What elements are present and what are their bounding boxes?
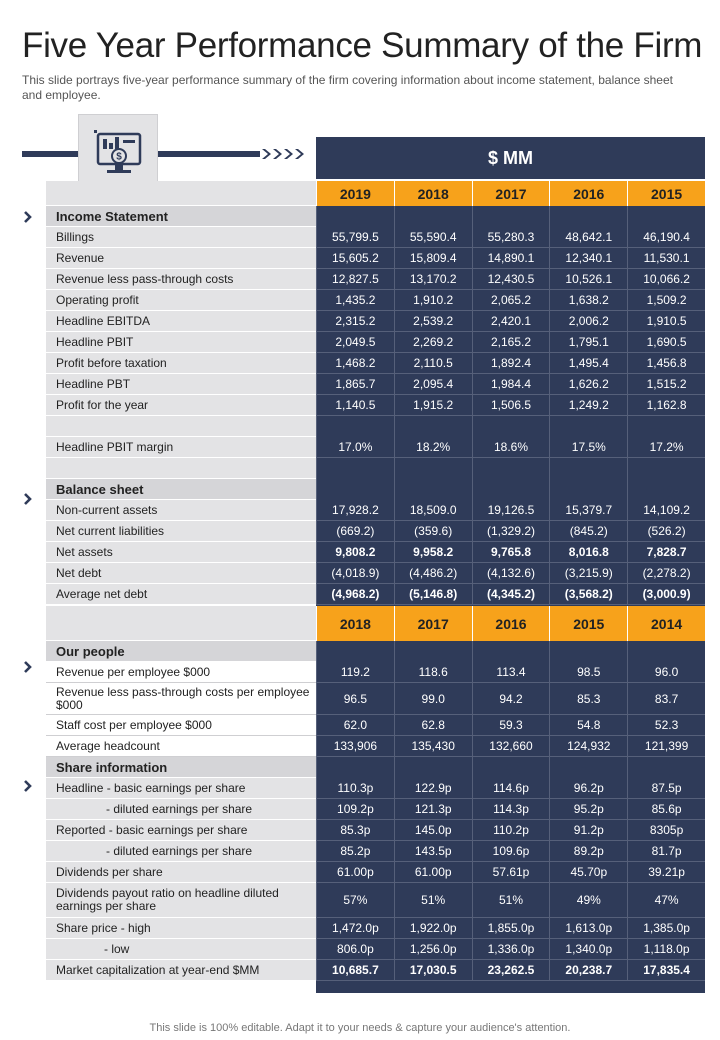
value-cell: 1,495.4 — [549, 353, 627, 374]
value-cell: 122.9p — [394, 778, 472, 799]
row-label: - diluted earnings per share — [46, 799, 316, 820]
value-cell: 124,932 — [549, 736, 627, 757]
value-cell: 15,605.2 — [316, 248, 394, 269]
table-row — [46, 227, 705, 248]
value-cell: 89.2p — [549, 841, 627, 862]
year-header-row-bottom — [46, 606, 705, 641]
value-cell — [627, 479, 705, 500]
value-cell: (4,018.9) — [316, 563, 394, 584]
finance-monitor-icon — [94, 128, 144, 182]
value-cell — [472, 757, 550, 778]
value-cell — [627, 458, 705, 479]
value-cell: 99.0 — [394, 683, 472, 715]
value-cell: 95.2p — [549, 799, 627, 820]
row-label: Revenue less pass-through costs per employee $000 — [46, 683, 316, 715]
row-label: Revenue per employee $000 — [46, 662, 316, 683]
table-row — [46, 939, 705, 960]
value-cell: 9,765.8 — [472, 542, 550, 563]
value-cell — [627, 416, 705, 437]
value-cell: 62.8 — [394, 715, 472, 736]
value-cell: 8305p — [627, 820, 705, 841]
spacer-row — [46, 416, 705, 437]
table-row — [46, 437, 705, 458]
value-cell: 17,928.2 — [316, 500, 394, 521]
value-cell: 39.21p — [627, 862, 705, 883]
value-cell: 132,660 — [472, 736, 550, 757]
value-cell: (3,215.9) — [549, 563, 627, 584]
value-cell: 2,049.5 — [316, 332, 394, 353]
row-label: Dividends per share — [46, 862, 316, 883]
value-cell: 2,006.2 — [549, 311, 627, 332]
value-cell: 48,642.1 — [549, 227, 627, 248]
table-row — [46, 883, 705, 918]
value-cell — [549, 206, 627, 227]
value-cell: (1,329.2) — [472, 521, 550, 542]
value-cell: 2,095.4 — [394, 374, 472, 395]
value-cell: (4,345.2) — [472, 584, 550, 605]
table-row — [46, 269, 705, 290]
row-label: Staff cost per employee $000 — [46, 715, 316, 736]
value-cell: 12,827.5 — [316, 269, 394, 290]
value-cell — [316, 416, 394, 437]
value-cell — [394, 458, 472, 479]
page-title: Five Year Performance Summary of the Firm — [22, 26, 703, 65]
value-cell — [316, 206, 394, 227]
year-header-spacer — [46, 606, 316, 641]
table-row — [46, 715, 705, 736]
value-cell — [394, 479, 472, 500]
value-cell — [472, 206, 550, 227]
value-cell: 51% — [394, 883, 472, 918]
value-cell: 110.3p — [316, 778, 394, 799]
spacer-row — [46, 458, 705, 479]
value-cell: 1,626.2 — [549, 374, 627, 395]
table-row — [46, 960, 705, 981]
value-cell: 2,539.2 — [394, 311, 472, 332]
chevron-right-icon — [22, 660, 34, 672]
value-cell — [627, 641, 705, 662]
value-cell: 1,506.5 — [472, 395, 550, 416]
value-cell: 10,066.2 — [627, 269, 705, 290]
year-header-cell: 2015 — [627, 181, 705, 206]
spacer-label — [46, 416, 316, 437]
table-row — [46, 778, 705, 799]
table-row — [46, 353, 705, 374]
value-cell: 94.2 — [472, 683, 550, 715]
value-cell: (4,968.2) — [316, 584, 394, 605]
footer-note: This slide is 100% editable. Adapt it to your needs & capture your audience's attention. — [149, 1022, 571, 1034]
section-share-information — [46, 757, 705, 778]
value-cell — [549, 479, 627, 500]
value-cell: 118.6 — [394, 662, 472, 683]
section-income-statement — [46, 206, 705, 227]
value-cell: 14,890.1 — [472, 248, 550, 269]
value-cell: 12,340.1 — [549, 248, 627, 269]
chevron-right-icon — [22, 210, 34, 222]
value-cell: 61.00p — [316, 862, 394, 883]
year-header-cell: 2014 — [627, 606, 705, 641]
row-label: Average net debt — [46, 584, 316, 605]
value-cell: (4,132.6) — [472, 563, 550, 584]
value-cell: 133,906 — [316, 736, 394, 757]
table-row — [46, 311, 705, 332]
value-cell: (845.2) — [549, 521, 627, 542]
value-cell: 13,170.2 — [394, 269, 472, 290]
value-cell: 109.6p — [472, 841, 550, 862]
table-row — [46, 374, 705, 395]
value-cell: 52.3 — [627, 715, 705, 736]
value-cell: 61.00p — [394, 862, 472, 883]
value-cell: 85.3 — [549, 683, 627, 715]
spacer-label — [46, 458, 316, 479]
row-label: Headline PBIT margin — [46, 437, 316, 458]
value-cell: 2,269.2 — [394, 332, 472, 353]
value-cell: 55,799.5 — [316, 227, 394, 248]
value-cell: 85.6p — [627, 799, 705, 820]
table-row — [46, 248, 705, 269]
table-row — [46, 332, 705, 353]
table-row — [46, 563, 705, 584]
value-cell: 1,613.0p — [549, 918, 627, 939]
section-our-people — [46, 641, 705, 662]
value-cell — [316, 458, 394, 479]
value-cell: 1,795.1 — [549, 332, 627, 353]
value-cell — [627, 206, 705, 227]
value-cell — [394, 757, 472, 778]
section-title: Balance sheet — [46, 479, 316, 500]
year-header-cell: 2018 — [316, 606, 394, 641]
row-label: - low — [46, 939, 316, 960]
value-cell: 1,140.5 — [316, 395, 394, 416]
value-cell: 2,165.2 — [472, 332, 550, 353]
value-cell — [394, 416, 472, 437]
value-cell: 49% — [549, 883, 627, 918]
value-cell: 806.0p — [316, 939, 394, 960]
value-cell: 85.2p — [316, 841, 394, 862]
row-label: Headline PBIT — [46, 332, 316, 353]
value-cell: (526.2) — [627, 521, 705, 542]
value-cell: 2,315.2 — [316, 311, 394, 332]
value-cell: (2,278.2) — [627, 563, 705, 584]
value-cell: 1,118.0p — [627, 939, 705, 960]
value-cell: 20,238.7 — [549, 960, 627, 981]
value-cell: (4,486.2) — [394, 563, 472, 584]
value-cell: 1,922.0p — [394, 918, 472, 939]
value-cell: 57% — [316, 883, 394, 918]
section-balance-sheet — [46, 479, 705, 500]
value-cell: 1,162.8 — [627, 395, 705, 416]
value-cell: 9,958.2 — [394, 542, 472, 563]
table-row — [46, 500, 705, 521]
row-label: Revenue less pass-through costs — [46, 269, 316, 290]
year-header-row-top — [46, 181, 705, 206]
value-cell — [627, 757, 705, 778]
row-label: Profit for the year — [46, 395, 316, 416]
value-cell: 1,984.4 — [472, 374, 550, 395]
value-cell: 11,530.1 — [627, 248, 705, 269]
value-cell: 1,509.2 — [627, 290, 705, 311]
value-cell: 17.0% — [316, 437, 394, 458]
value-cell: 83.7 — [627, 683, 705, 715]
value-cell: (3,000.9) — [627, 584, 705, 605]
value-cell: 1,855.0p — [472, 918, 550, 939]
value-cell: (3,568.2) — [549, 584, 627, 605]
value-cell — [549, 416, 627, 437]
value-cell: 98.5 — [549, 662, 627, 683]
year-header-cell: 2017 — [472, 181, 550, 206]
year-header-cell: 2015 — [549, 606, 627, 641]
table-row — [46, 395, 705, 416]
chevron-right-icon — [22, 779, 34, 791]
row-label: Headline PBT — [46, 374, 316, 395]
value-cell — [549, 458, 627, 479]
value-cell: 109.2p — [316, 799, 394, 820]
value-cell: 87.5p — [627, 778, 705, 799]
value-cell — [549, 641, 627, 662]
value-cell: 1,336.0p — [472, 939, 550, 960]
value-cell: 1,915.2 — [394, 395, 472, 416]
value-cell — [472, 641, 550, 662]
value-cell: 1,435.2 — [316, 290, 394, 311]
value-cell: 9,808.2 — [316, 542, 394, 563]
value-cell: 55,590.4 — [394, 227, 472, 248]
row-label: Net assets — [46, 542, 316, 563]
row-label: Dividends payout ratio on headline diluted earnings per share — [46, 883, 316, 918]
value-cell: 12,430.5 — [472, 269, 550, 290]
value-cell: 18.2% — [394, 437, 472, 458]
value-cell — [316, 757, 394, 778]
value-cell: 55,280.3 — [472, 227, 550, 248]
value-cell: 18.6% — [472, 437, 550, 458]
value-cell: 7,828.7 — [627, 542, 705, 563]
section-title: Share information — [46, 757, 316, 778]
value-cell: 1,472.0p — [316, 918, 394, 939]
year-header-spacer — [46, 181, 316, 206]
value-cell: 1,515.2 — [627, 374, 705, 395]
row-label: Operating profit — [46, 290, 316, 311]
value-cell: 1,865.7 — [316, 374, 394, 395]
table-row — [46, 918, 705, 939]
value-cell: 96.0 — [627, 662, 705, 683]
value-cell: 62.0 — [316, 715, 394, 736]
value-cell: 10,685.7 — [316, 960, 394, 981]
value-cell: 1,256.0p — [394, 939, 472, 960]
row-label: Market capitalization at year-end $MM — [46, 960, 316, 981]
value-cell: 121,399 — [627, 736, 705, 757]
year-header-cell: 2016 — [472, 606, 550, 641]
value-cell: 1,690.5 — [627, 332, 705, 353]
value-cell: 15,809.4 — [394, 248, 472, 269]
value-cell: 1,910.2 — [394, 290, 472, 311]
value-cell: 23,262.5 — [472, 960, 550, 981]
row-label: Reported - basic earnings per share — [46, 820, 316, 841]
row-label: Average headcount — [46, 736, 316, 757]
year-header-cell: 2018 — [394, 181, 472, 206]
value-cell: 1,910.5 — [627, 311, 705, 332]
value-cell: 17.5% — [549, 437, 627, 458]
year-header-cell: 2016 — [549, 181, 627, 206]
row-label: Billings — [46, 227, 316, 248]
value-cell: 54.8 — [549, 715, 627, 736]
value-cell: 96.2p — [549, 778, 627, 799]
value-cell: 121.3p — [394, 799, 472, 820]
value-cell — [394, 206, 472, 227]
row-label: Revenue — [46, 248, 316, 269]
value-cell — [472, 416, 550, 437]
value-cell: 51% — [472, 883, 550, 918]
value-cell: 17.2% — [627, 437, 705, 458]
value-cell: 14,109.2 — [627, 500, 705, 521]
chevron-right-icon — [22, 492, 34, 504]
table-row — [46, 736, 705, 757]
value-cell: 81.7p — [627, 841, 705, 862]
value-cell: 91.2p — [549, 820, 627, 841]
value-cell — [549, 757, 627, 778]
table-row — [46, 799, 705, 820]
row-label: Headline EBITDA — [46, 311, 316, 332]
table-row — [46, 862, 705, 883]
section-title: Our people — [46, 641, 316, 662]
value-cell: 1,340.0p — [549, 939, 627, 960]
section-title: Income Statement — [46, 206, 316, 227]
table-row — [46, 584, 705, 605]
value-cell: 10,526.1 — [549, 269, 627, 290]
value-cell: 19,126.5 — [472, 500, 550, 521]
value-cell: 15,379.7 — [549, 500, 627, 521]
value-cell: 135,430 — [394, 736, 472, 757]
value-cell: 2,420.1 — [472, 311, 550, 332]
value-cell: 1,892.4 — [472, 353, 550, 374]
page-subtitle: This slide portrays five-year performance summary of the firm covering information about income statement, balance sheet and employee. — [22, 73, 673, 102]
row-label: - diluted earnings per share — [46, 841, 316, 862]
value-cell: (5,146.8) — [394, 584, 472, 605]
value-cell: 17,835.4 — [627, 960, 705, 981]
table-row — [46, 683, 705, 715]
value-cell: 114.6p — [472, 778, 550, 799]
value-cell: 1,249.2 — [549, 395, 627, 416]
year-header-cell: 2019 — [316, 181, 394, 206]
value-cell: 8,016.8 — [549, 542, 627, 563]
value-cell: 1,638.2 — [549, 290, 627, 311]
value-cell: 2,110.5 — [394, 353, 472, 374]
value-cell: 110.2p — [472, 820, 550, 841]
value-cell: 2,065.2 — [472, 290, 550, 311]
value-cell: 59.3 — [472, 715, 550, 736]
value-cell: 57.61p — [472, 862, 550, 883]
value-cell: 96.5 — [316, 683, 394, 715]
value-cell: 17,030.5 — [394, 960, 472, 981]
value-cell: 1,385.0p — [627, 918, 705, 939]
arrow-chevrons-icon — [262, 145, 314, 163]
row-label: Net debt — [46, 563, 316, 584]
value-cell — [316, 641, 394, 662]
value-cell: 145.0p — [394, 820, 472, 841]
row-label: Profit before taxation — [46, 353, 316, 374]
value-cell — [472, 479, 550, 500]
value-cell: 1,456.8 — [627, 353, 705, 374]
value-cell — [394, 641, 472, 662]
svg-text:$: $ — [116, 151, 122, 163]
value-cell: 119.2 — [316, 662, 394, 683]
value-cell: 45.70p — [549, 862, 627, 883]
value-cell: (359.6) — [394, 521, 472, 542]
value-cell: 113.4 — [472, 662, 550, 683]
value-cell: 143.5p — [394, 841, 472, 862]
row-label: Non-current assets — [46, 500, 316, 521]
table-row — [46, 521, 705, 542]
table-row — [46, 290, 705, 311]
year-header-cell: 2017 — [394, 606, 472, 641]
table-row — [46, 820, 705, 841]
value-cell: 85.3p — [316, 820, 394, 841]
row-label: Share price - high — [46, 918, 316, 939]
currency-header: $ MM — [316, 137, 705, 179]
value-cell: 46,190.4 — [627, 227, 705, 248]
row-label: Headline - basic earnings per share — [46, 778, 316, 799]
table-row — [46, 662, 705, 683]
value-cell — [316, 479, 394, 500]
table-row — [46, 841, 705, 862]
value-cell: 1,468.2 — [316, 353, 394, 374]
value-cell: (669.2) — [316, 521, 394, 542]
value-cell: 18,509.0 — [394, 500, 472, 521]
table-row — [46, 542, 705, 563]
row-label: Net current liabilities — [46, 521, 316, 542]
value-cell: 114.3p — [472, 799, 550, 820]
value-cell — [472, 458, 550, 479]
value-cell: 47% — [627, 883, 705, 918]
